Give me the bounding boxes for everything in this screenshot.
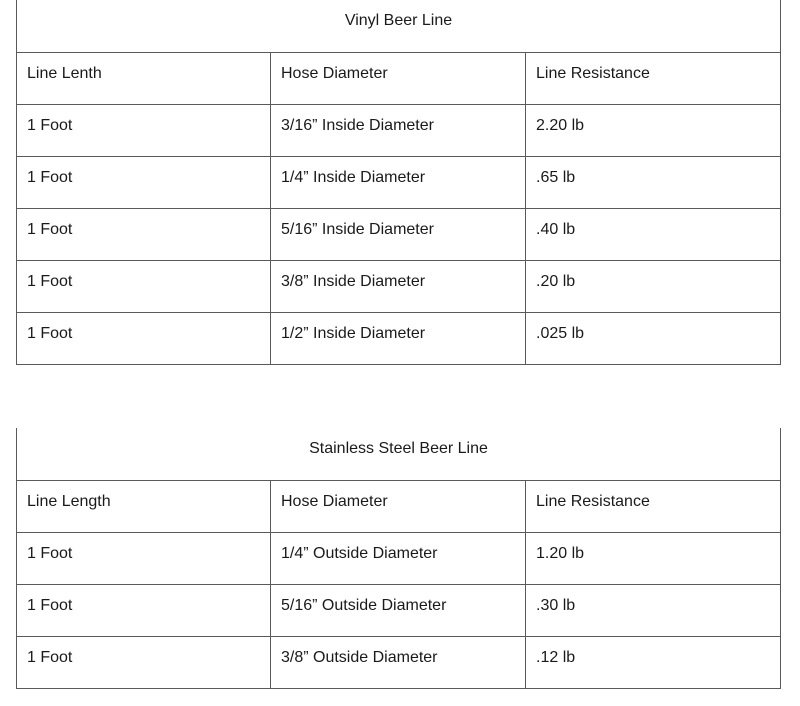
table-cell: 5/16” Inside Diameter: [271, 209, 526, 261]
table-cell: 1/4” Inside Diameter: [271, 157, 526, 209]
stainless-steel-beer-line-table: [16, 428, 781, 689]
table-header-row: [17, 53, 781, 105]
column-header: Line Resistance: [526, 481, 781, 533]
table-cell: .40 lb: [526, 209, 781, 261]
column-header: Hose Diameter: [271, 481, 526, 533]
table-cell: 1 Foot: [17, 105, 271, 157]
table-row: [17, 261, 781, 313]
table-cell: .30 lb: [526, 585, 781, 637]
column-header: Hose Diameter: [271, 53, 526, 105]
table-cell: 5/16” Outside Diameter: [271, 585, 526, 637]
table-cell: 2.20 lb: [526, 105, 781, 157]
table-cell: 1 Foot: [17, 313, 271, 365]
table-cell: .025 lb: [526, 313, 781, 365]
table-cell: 1 Foot: [17, 533, 271, 585]
table-title: Vinyl Beer Line: [17, 0, 781, 53]
table-cell: 3/16” Inside Diameter: [271, 105, 526, 157]
table-cell: 1/2” Inside Diameter: [271, 313, 526, 365]
table-row: [17, 533, 781, 585]
vinyl-beer-line-table: [16, 0, 781, 365]
table-row: [17, 209, 781, 261]
table-cell: .12 lb: [526, 637, 781, 689]
table-row: [17, 637, 781, 689]
column-header: Line Resistance: [526, 53, 781, 105]
table-cell: 1 Foot: [17, 157, 271, 209]
table-cell: 1 Foot: [17, 209, 271, 261]
table-cell: .65 lb: [526, 157, 781, 209]
table-cell: 3/8” Outside Diameter: [271, 637, 526, 689]
table-cell: 1 Foot: [17, 585, 271, 637]
table-cell: 3/8” Inside Diameter: [271, 261, 526, 313]
table-row: [17, 157, 781, 209]
table-title: Stainless Steel Beer Line: [17, 428, 781, 481]
table-cell: 1 Foot: [17, 261, 271, 313]
table-row: [17, 105, 781, 157]
table-cell: .20 lb: [526, 261, 781, 313]
table-title-row: [17, 428, 781, 481]
table-title-row: [17, 0, 781, 53]
column-header: Line Lenth: [17, 53, 271, 105]
table-header-row: [17, 481, 781, 533]
table-row: [17, 313, 781, 365]
table-cell: 1.20 lb: [526, 533, 781, 585]
column-header: Line Length: [17, 481, 271, 533]
table-cell: 1 Foot: [17, 637, 271, 689]
table-cell: 1/4” Outside Diameter: [271, 533, 526, 585]
table-row: [17, 585, 781, 637]
